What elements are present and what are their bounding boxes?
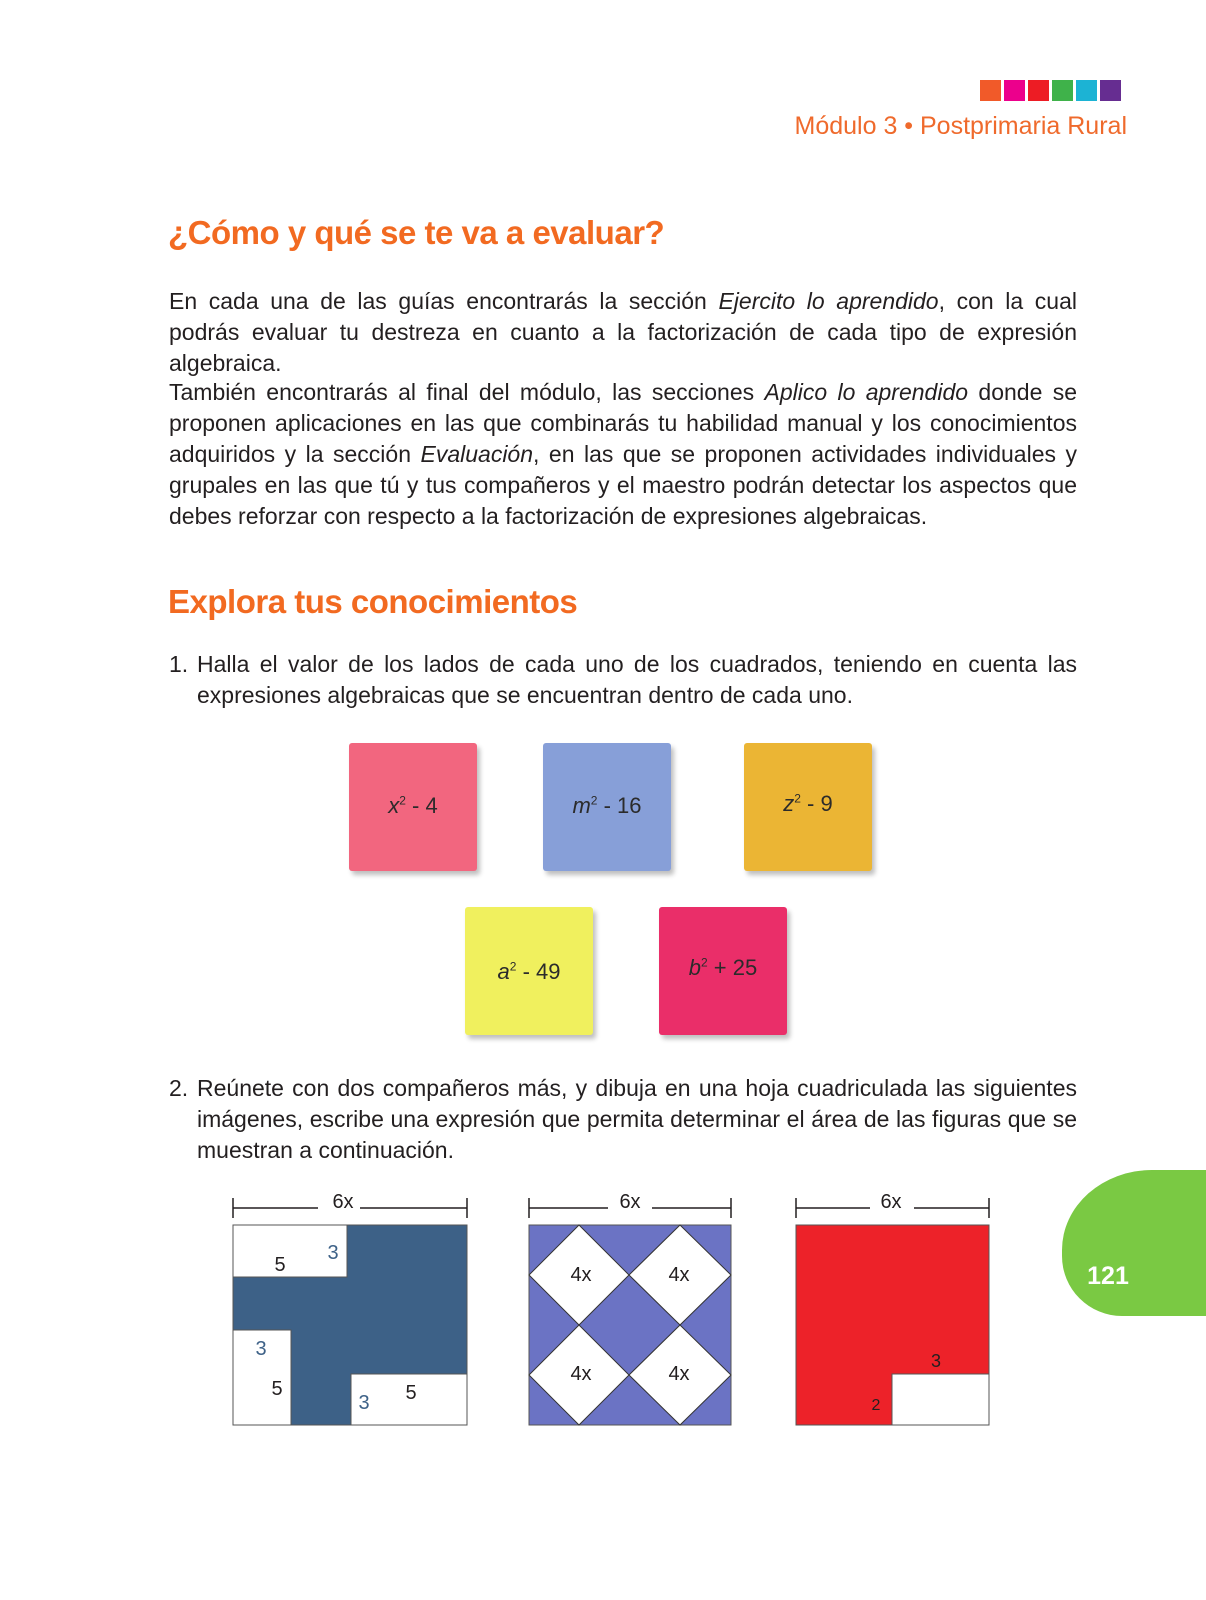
text-run: También encontrarás al final del módulo, las secciones (169, 379, 765, 405)
text-run: donde se proponen aplicaciones en las que combinarás tu habilidad manual y los conocimientos adquiridos y la sección (169, 379, 1077, 467)
square-card (349, 743, 477, 871)
dimension-label: 4x (668, 1264, 690, 1286)
dimension-label: 3 (930, 1351, 942, 1371)
color-swatch (1028, 80, 1049, 101)
square-expression: $z^2 - 9$ (783, 791, 833, 816)
square-card (543, 743, 671, 871)
dimension-label: 5 (271, 1378, 283, 1400)
paragraph-evaluation-2 (169, 377, 1077, 532)
width-label: 6x (880, 1191, 902, 1213)
page-number-tab (1062, 1170, 1206, 1316)
text-run-italic: Ejercito lo aprendido (718, 288, 939, 314)
dimension-label: 3 (255, 1338, 267, 1360)
dimension-label: 4x (570, 1264, 592, 1286)
width-label: 6x (619, 1191, 641, 1213)
square-card (465, 907, 593, 1035)
square-expression: $x^2 - 4$ (388, 793, 438, 818)
text-run-italic: Aplico lo aprendido (764, 379, 969, 405)
page-number: 121 (1087, 1262, 1129, 1290)
color-swatch (1052, 80, 1073, 101)
item-number: 1. (169, 651, 189, 677)
text-run: En cada una de las guías encontrarás la sección (169, 288, 719, 314)
text-run-italic: Evaluación (420, 441, 534, 467)
text-run: , con la cual podrás evaluar tu destreza en cuanto a la factorización de cada tipo de expresión algebraica. (169, 288, 1077, 376)
color-bar (980, 80, 1121, 101)
module-title: Módulo 3 • Postprimaria Rural (794, 112, 1127, 140)
item-text: Reúnete con dos compañeros más, y dibuja en una hoja cuadriculada las siguientes imágenes, escribe una expresión que permita determinar el área de las figuras que se muestran a continuación. (197, 1075, 1077, 1163)
color-swatch (1100, 80, 1121, 101)
item-number: 2. (169, 1075, 189, 1101)
square-card (744, 743, 872, 871)
dimension-label: 3 (327, 1242, 339, 1264)
figure-blue-shape (226, 1188, 474, 1433)
color-swatch (1004, 80, 1025, 101)
paragraph-evaluation-1 (169, 286, 1077, 379)
dimension-label: 5 (274, 1254, 286, 1276)
dimension-label: 4x (570, 1363, 592, 1385)
item-text: Halla el valor de los lados de cada uno de los cuadrados, teniendo en cuenta las expresiones algebraicas que se encuentran dentro de cada uno. (197, 651, 1077, 708)
dimension-label: 4x (668, 1363, 690, 1385)
text-run: , en las que se proponen actividades individuales y grupales en las que tú y tus compañeros y el maestro podrán detectar los aspectos que debes reforzar con respecto a la factorización de expresiones algebraicas. (169, 441, 1077, 529)
section-title-explore: Explora tus conocimientos (168, 583, 578, 620)
width-label: 6x (332, 1191, 354, 1213)
exercise-item-1 (169, 649, 1077, 711)
figure-red-shape (789, 1188, 999, 1433)
square-expression: $b^2 + 25$ (688, 955, 758, 980)
square-expression: $a^2 - 49$ (497, 959, 561, 984)
dimension-label: 2 (871, 1397, 881, 1414)
color-swatch (980, 80, 1001, 101)
square-card (659, 907, 787, 1035)
figure-diamond-shape (522, 1188, 740, 1433)
dimension-label: 3 (358, 1392, 370, 1414)
exercise-item-2 (169, 1073, 1077, 1166)
square-expression: $m^2 - 16$ (572, 793, 642, 818)
dimension-label: 5 (405, 1382, 417, 1404)
color-swatch (1076, 80, 1097, 101)
section-title-evaluation: ¿Cómo y qué se te va a evaluar? (168, 214, 665, 251)
